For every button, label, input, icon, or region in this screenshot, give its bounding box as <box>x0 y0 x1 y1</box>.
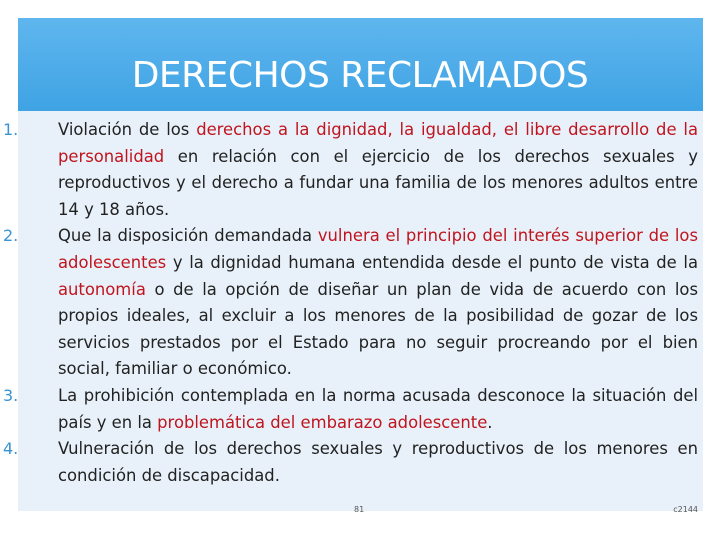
claim-item <box>3 383 700 436</box>
claim-text: o de la opción de diseñar un plan de vida de acuerdo con los propios ideales, al excluir a los menores de la posibilidad de gozar de los servicios prestados por el Estado para no seguir procreando por el bien social, familiar o económico. <box>58 279 698 379</box>
claim-highlight-text: derechos a la dignidad, la igualdad, el libre desarrollo de la personalidad <box>58 120 698 166</box>
claim-item <box>3 117 700 223</box>
claim-text: Que la disposición demandada <box>58 226 318 246</box>
claim-text: en relación con el ejercicio de los derechos sexuales y reproductivos y el derecho a fundar una familia de los menores adultos entre 14 y 18 años. <box>58 146 698 219</box>
claim-text: . <box>487 412 493 432</box>
claim-text: y la dignidad humana entendida desde el punto de vista de la <box>166 252 698 272</box>
claim-item <box>3 223 700 383</box>
claim-number: 1. <box>3 120 19 139</box>
claim-highlight-text: problemática del embarazo adolescente <box>157 412 488 432</box>
claim-text: Violación de los <box>58 120 197 139</box>
claim-item <box>3 436 700 489</box>
claim-highlight-text: vulnera el principio del interés superior de los adolescentes <box>58 226 698 272</box>
claim-number: 2. <box>3 226 19 246</box>
claim-number: 4. <box>3 439 19 459</box>
claim-highlight-text: autonomía <box>58 279 146 299</box>
claim-text: Vulneración de los derechos sexuales y reproductivos de los menores en condición de discapacidad. <box>58 439 698 485</box>
slide-code: c2144 <box>673 505 698 514</box>
page-number: 81 <box>354 505 365 514</box>
claim-text: La prohibición contemplada en la norma acusada desconoce la situación del país y en la <box>58 385 698 432</box>
slide-title: DERECHOS RECLAMADOS <box>131 55 589 96</box>
claims-list <box>3 117 700 489</box>
claim-number: 3. <box>3 385 19 405</box>
